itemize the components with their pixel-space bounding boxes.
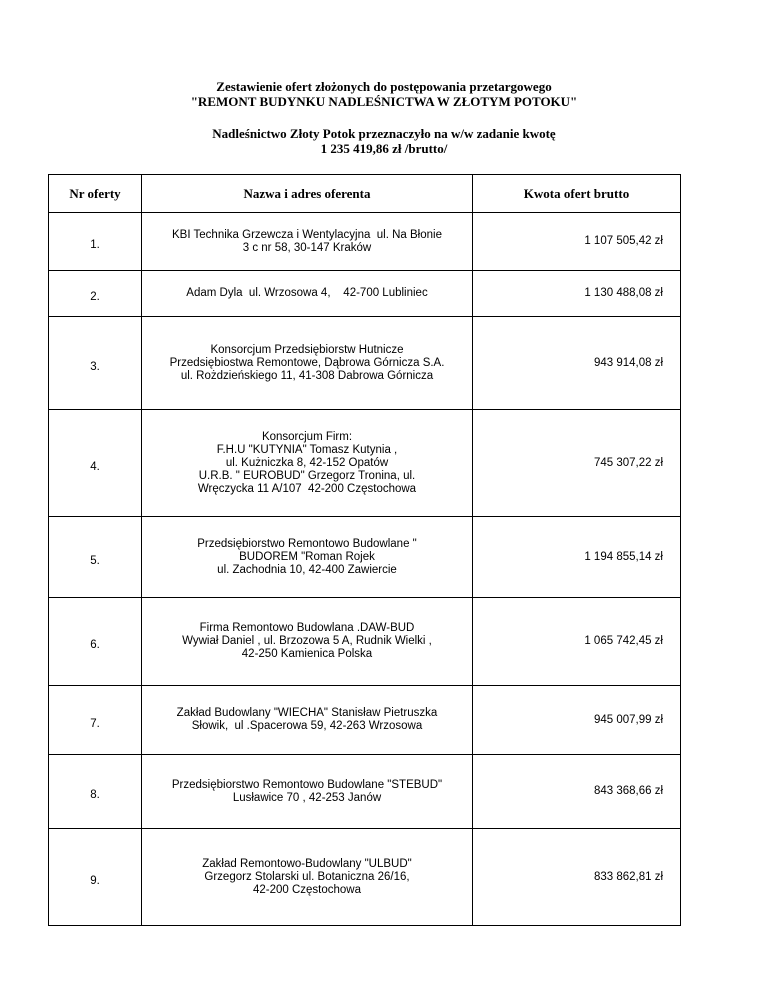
offer-amount: 843 368,66 zł (473, 755, 681, 829)
bidder-line: Zakład Budowlany "WIECHA" Stanisław Pietruszka (176, 707, 438, 719)
offer-amount: 1 130 488,08 zł (473, 271, 681, 317)
offer-amount: 945 007,99 zł (473, 686, 681, 755)
table-row (49, 317, 681, 410)
bidder-line: Konsorcjum Firm: (261, 430, 353, 443)
offer-number: 6. (49, 598, 142, 686)
bidder-line: 42-200 Częstochowa (252, 883, 362, 896)
bidder-name-address (142, 317, 473, 410)
column-header-nr: Nr oferty (49, 175, 142, 213)
offer-number: 7. (49, 686, 142, 755)
bidder-name-address (142, 598, 473, 686)
column-header-amount: Kwota ofert brutto (473, 175, 681, 213)
bidder-name-address (142, 213, 473, 271)
bidder-line: 3 c nr 58, 30-147 Kraków (242, 241, 372, 254)
bidder-line: Przedsiębiostwa Remontowe, Dąbrowa Górnicza S.A. (169, 356, 445, 369)
bidder-line: Przedsiębiorstwo Remontowo Budowlane "STEBUD" (171, 778, 443, 791)
bidder-line: U.R.B. " EUROBUD" Grzegorz Tronina, ul. (198, 469, 416, 482)
offers-table (48, 174, 681, 926)
bidder-line: ul. Kużniczka 8, 42-152 Opatów (225, 456, 389, 469)
table-row (49, 517, 681, 598)
table-row (49, 213, 681, 271)
bidder-line: F.H.U "KUTYNIA" Tomasz Kutynia , (216, 443, 398, 456)
budget-info-line-1: Nadleśnictwo Złoty Potok przeznaczyło na w/w zadanie kwotę (212, 126, 556, 141)
bidder-name-address (142, 271, 473, 317)
offer-number: 1. (49, 213, 142, 271)
budget-info (0, 126, 768, 156)
bidder-line: Przedsiębiorstwo Remontowo Budowlane " (197, 537, 417, 550)
offer-number: 3. (49, 317, 142, 410)
table-row (49, 686, 681, 755)
offer-amount: 1 107 505,42 zł (473, 213, 681, 271)
offer-amount: 1 065 742,45 zł (473, 598, 681, 686)
offer-amount: 833 862,81 zł (473, 829, 681, 926)
bidder-line: KBI Technika Grzewcza i Wentylacyjna ul. Na Błonie (172, 228, 442, 241)
bidder-name-address (142, 829, 473, 926)
offer-amount: 745 307,22 zł (473, 410, 681, 517)
bidder-name-address (142, 410, 473, 517)
bidder-line: ul. Rożdzieńskiego 11, 41-308 Dabrowa Górnicza (180, 369, 434, 382)
table-row (49, 598, 681, 686)
offer-number: 5. (49, 517, 142, 598)
bidder-line: Konsorcjum Przedsiębiorstw Hutnicze (210, 343, 404, 356)
bidder-line: Wywiał Daniel , ul. Brzozowa 5 A, Rudnik Wielki , (182, 635, 432, 647)
bidder-line: ul. Zachodnia 10, 42-400 Zawiercie (217, 563, 397, 576)
bidder-name-address (142, 686, 473, 755)
bidder-line: Adam Dyla ul. Wrzosowa 4, 42-700 Lubliniec (186, 287, 428, 299)
table-row (49, 271, 681, 317)
table-row (49, 829, 681, 926)
document-title (0, 79, 768, 109)
bidder-line: Zakład Remontowo-Budowlany "ULBUD" (202, 857, 412, 870)
bidder-name-address (142, 517, 473, 598)
bidder-line: BUDOREM "Roman Rojek (239, 550, 375, 563)
bidder-name-address (142, 755, 473, 829)
title-line-1: Zestawienie ofert złożonych do postępowania przetargowego (216, 79, 552, 94)
bidder-line: Wręczycka 11 A/107 42-200 Częstochowa (197, 482, 417, 495)
bidder-line: 42-250 Kamienica Polska (241, 648, 373, 660)
title-line-2: "REMONT BUDYNKU NADLEŚNICTWA W ZŁOTYM POTOKU" (190, 94, 578, 109)
offer-number: 8. (49, 755, 142, 829)
bidder-line: Lusławice 70 , 42-253 Janów (232, 791, 382, 804)
offer-number: 2. (49, 271, 142, 317)
offer-number: 9. (49, 829, 142, 926)
budget-amount: 1 235 419,86 zł /brutto/ (320, 141, 448, 156)
offer-number: 4. (49, 410, 142, 517)
table-row (49, 410, 681, 517)
bidder-line: Słowik, ul .Spacerowa 59, 42-263 Wrzosowa (191, 720, 423, 732)
table-header-row (49, 175, 681, 213)
offer-amount: 1 194 855,14 zł (473, 517, 681, 598)
bidder-line: Grzegorz Stolarski ul. Botaniczna 26/16, (204, 870, 410, 883)
table-row (49, 755, 681, 829)
column-header-name: Nazwa i adres oferenta (142, 175, 473, 213)
bidder-line: Firma Remontowo Budowlana .DAW-BUD (199, 622, 415, 634)
offer-amount: 943 914,08 zł (473, 317, 681, 410)
